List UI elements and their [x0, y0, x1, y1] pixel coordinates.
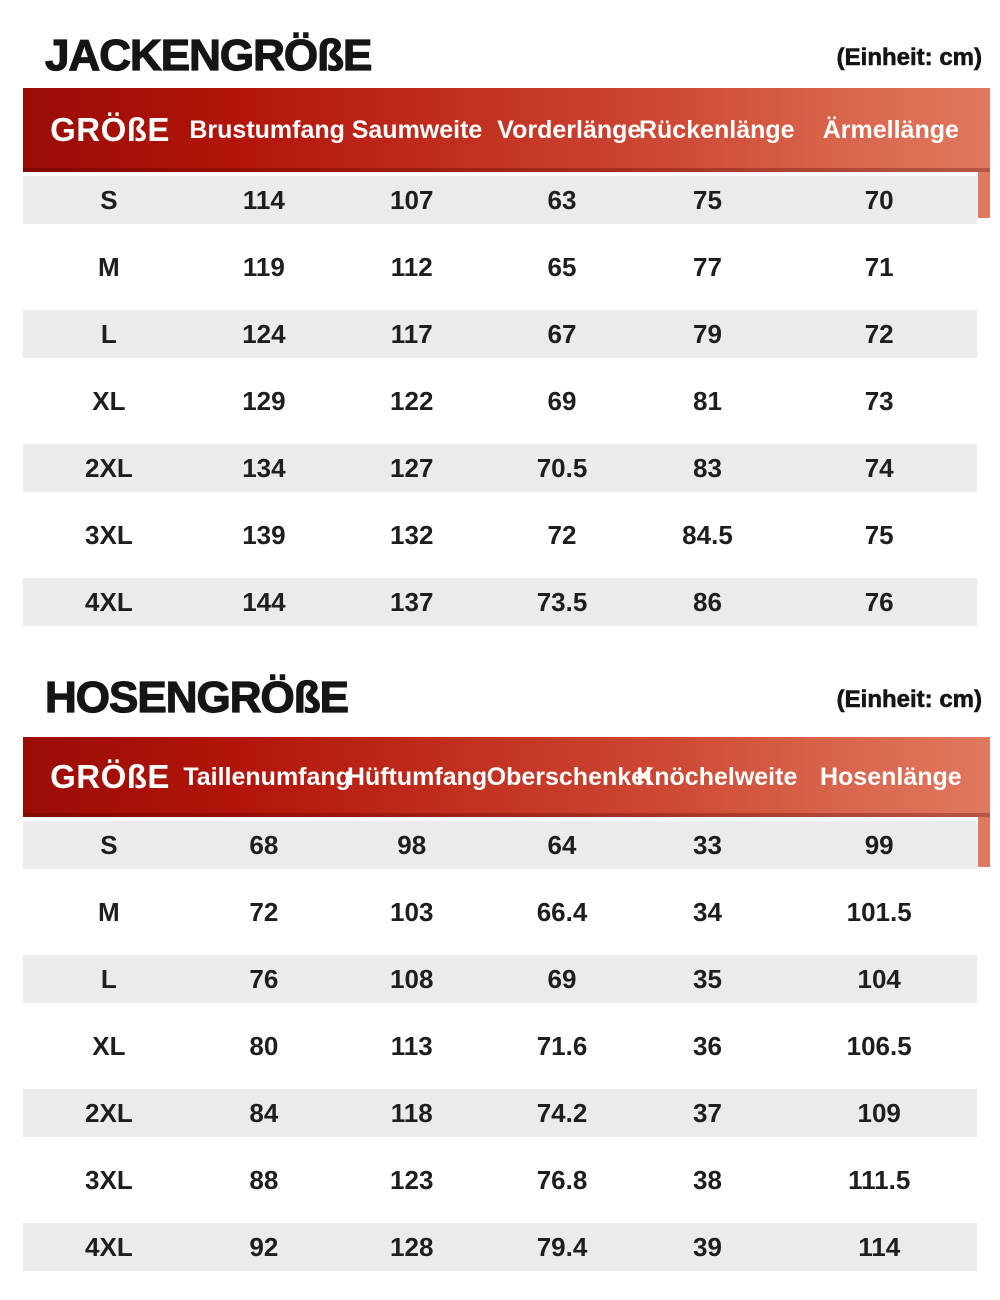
measurement-value: 129: [242, 385, 286, 416]
measure-column-header: Ärmellänge: [822, 115, 959, 144]
measurement-value: 128: [390, 1231, 434, 1262]
measurement-value: 75: [864, 519, 894, 550]
measurement-value: 74: [864, 452, 894, 483]
table-row: [23, 1219, 977, 1286]
size-label: M: [98, 896, 120, 927]
size-label: 2XL: [85, 452, 133, 483]
measurement-value: 123: [390, 1164, 434, 1195]
measurement-value: 84: [249, 1097, 279, 1128]
measurement-value: 117: [390, 318, 433, 349]
measurement-value: 113: [390, 1030, 433, 1061]
header-ribbon-tab: [978, 817, 990, 867]
measurement-value: 137: [390, 586, 434, 617]
pants-table-header: [23, 737, 990, 817]
measurement-value: 111.5: [848, 1164, 911, 1195]
measurement-value: 103: [390, 896, 434, 927]
table-row: [23, 817, 977, 884]
measurement-value: 80: [249, 1030, 279, 1061]
measurement-value: 64: [547, 829, 577, 860]
measurement-value: 107: [390, 184, 434, 215]
measurement-value: 68: [249, 829, 279, 860]
measurement-value: 65: [547, 251, 577, 282]
measure-column-header: Brustumfang: [189, 115, 345, 144]
measurement-value: 37: [693, 1097, 722, 1128]
measurement-value: 139: [242, 519, 286, 550]
measurement-value: 134: [242, 452, 286, 483]
size-label: 4XL: [85, 1231, 133, 1262]
measure-column-header: Oberschenkel: [486, 762, 652, 791]
measurement-value: 63: [547, 184, 577, 215]
size-label: S: [100, 184, 118, 215]
measurement-value: 35: [693, 963, 722, 994]
table-row: [23, 239, 977, 306]
measurement-value: 124: [242, 318, 286, 349]
pants-table-title: HOSENGRÖßE: [45, 673, 348, 722]
measurement-value: 74.2: [536, 1097, 588, 1128]
measurement-value: 66.4: [536, 896, 588, 927]
measurement-value: 76.8: [536, 1164, 588, 1195]
size-label: S: [100, 829, 118, 860]
table-row: [23, 1085, 977, 1152]
measurement-value: 84.5: [682, 519, 733, 550]
measurement-value: 127: [390, 452, 434, 483]
measurement-value: 79.4: [536, 1231, 588, 1262]
jacket-title-row: [45, 31, 982, 80]
measurement-value: 76: [249, 963, 279, 994]
measurement-value: 33: [693, 829, 722, 860]
measurement-value: 92: [249, 1231, 279, 1262]
measurement-value: 114: [858, 1231, 901, 1262]
table-row: [23, 373, 977, 440]
jacket-table-title: JACKENGRÖßE: [45, 31, 372, 80]
header-ribbon-tab: [978, 172, 990, 218]
measurement-value: 108: [390, 963, 434, 994]
measurement-value: 79: [693, 318, 722, 349]
measurement-value: 36: [693, 1030, 722, 1061]
measurement-value: 81: [693, 385, 722, 416]
measurement-value: 118: [390, 1097, 433, 1128]
size-label: L: [100, 963, 117, 994]
measurement-value: 39: [693, 1231, 722, 1262]
measure-column-header: Vorderlänge: [497, 115, 642, 144]
measurement-value: 122: [390, 385, 434, 416]
size-label: L: [100, 318, 117, 349]
pants-title-row: [45, 673, 982, 722]
measurement-value: 73: [864, 385, 894, 416]
size-label: 3XL: [85, 1164, 133, 1195]
measure-column-header: Hüftumfang: [346, 762, 488, 791]
measurement-value: 67: [547, 318, 577, 349]
measurement-value: 101.5: [846, 896, 912, 927]
size-label: XL: [92, 385, 126, 416]
table-row: [23, 507, 977, 574]
measurement-value: 75: [693, 184, 722, 215]
table-row: [23, 172, 977, 239]
size-column-header: GRÖßE: [50, 111, 170, 148]
size-label: 2XL: [85, 1097, 133, 1128]
measurement-value: 72: [249, 896, 279, 927]
table-row: [23, 1152, 977, 1219]
jacket-table-header: [23, 88, 990, 172]
measurement-value: 72: [864, 318, 894, 349]
measure-column-header: Knöchelweite: [636, 762, 798, 791]
size-label: 4XL: [85, 586, 133, 617]
measurement-value: 70.5: [536, 452, 588, 483]
size-label: XL: [92, 1030, 126, 1061]
table-row: [23, 440, 977, 507]
measurement-value: 86: [693, 586, 722, 617]
measurement-value: 144: [242, 586, 286, 617]
measurement-value: 109: [857, 1097, 901, 1128]
measurement-value: 77: [693, 251, 722, 282]
measurement-value: 119: [242, 251, 285, 282]
measurement-value: 72: [547, 519, 577, 550]
table-row: [23, 1018, 977, 1085]
jacket-table-body: [23, 172, 977, 641]
measurement-value: 70: [864, 184, 894, 215]
measurement-value: 114: [242, 184, 285, 215]
pants-size-table: [23, 737, 990, 1286]
measurement-value: 132: [390, 519, 434, 550]
measurement-value: 83: [693, 452, 722, 483]
measure-column-header: Saumweite: [351, 115, 483, 144]
measurement-value: 76: [864, 586, 894, 617]
measurement-value: 38: [693, 1164, 722, 1195]
pants-unit-label: (Einheit: cm): [836, 686, 982, 713]
pants-table-body: [23, 817, 977, 1286]
measurement-value: 106.5: [846, 1030, 912, 1061]
measurement-value: 34: [693, 896, 722, 927]
measure-column-header: Hosenlänge: [819, 762, 962, 791]
measurement-value: 88: [249, 1164, 279, 1195]
measurement-value: 69: [547, 385, 577, 416]
jacket-size-table: [23, 88, 990, 641]
table-row: [23, 951, 977, 1018]
measurement-value: 71: [864, 251, 894, 282]
table-row: [23, 884, 977, 951]
jacket-unit-label: (Einheit: cm): [836, 44, 982, 71]
table-row: [23, 306, 977, 373]
measurement-value: 71.6: [536, 1030, 588, 1061]
measure-column-header: Taillenumfang: [183, 762, 351, 791]
measurement-value: 99: [864, 829, 894, 860]
size-label: M: [98, 251, 120, 282]
measurement-value: 98: [397, 829, 427, 860]
measurement-value: 112: [390, 251, 433, 282]
measurement-value: 104: [857, 963, 901, 994]
size-label: 3XL: [85, 519, 133, 550]
measure-column-header: Rückenlänge: [638, 115, 795, 144]
size-column-header: GRÖßE: [50, 758, 170, 795]
measurement-value: 73.5: [536, 586, 588, 617]
measurement-value: 69: [547, 963, 577, 994]
table-row: [23, 574, 977, 641]
